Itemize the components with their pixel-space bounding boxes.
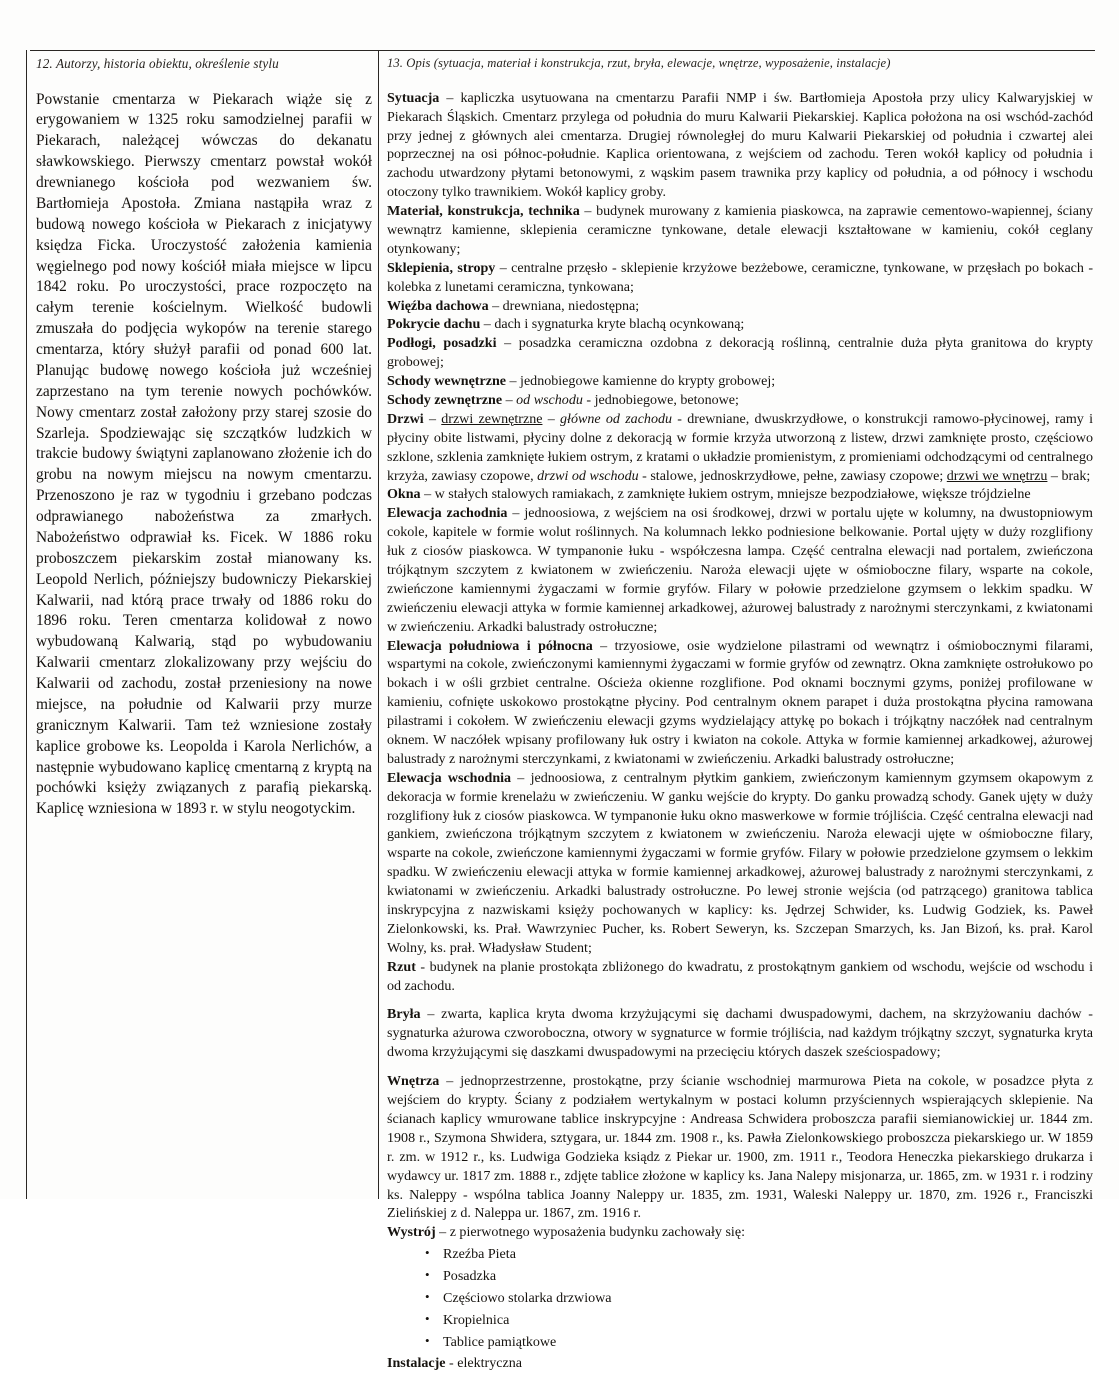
section-label-instalacje: Instalacje	[387, 1355, 446, 1372]
section-text-schody-wewnetrzne: – jednobiegowe kamienne do krypty grobowej;	[506, 373, 776, 390]
section-label-sklepienia: Sklepienia, stropy	[387, 259, 496, 276]
section-label-podlogi: Podłogi, posadzki	[387, 335, 497, 352]
section-wiezba	[387, 297, 1093, 316]
section-sklepienia	[387, 259, 1093, 297]
list-item: • Posadzka	[443, 1266, 1093, 1288]
section-label-wnetrza: Wnętrza	[387, 1073, 440, 1090]
field-12-cell	[36, 56, 372, 820]
field-13-header: 13. Opis (sytuacja, materiał i konstrukcja, rzut, bryła, elewacje, wnętrze, wyposażenie, instalacje)	[387, 56, 891, 70]
section-label-rzut: Rzut	[387, 958, 416, 975]
section-dash2-drzwi: –	[542, 410, 561, 427]
section-label-material: Materiał, konstrukcja, technika	[387, 203, 580, 220]
section-podlogi	[387, 334, 1093, 372]
section-text-wnetrza: – jednoprzestrzenne, prostokątne, przy ścianie wschodniej marmurowa Pieta na cokole, w posadzce płyta z wejściem do krypty. Ściany z podziałem wertykalnym w postaci kolumn przyściennych wspierających sklepienie. Na ścianach kaplicy wmurowane tablice inskrypcyjne : Andreasa Schwidera proboszcza parafii siemianowickiej ur. 1844 zm. 1908 r., Szymona Shwidera, sztygara, ur. 1844 zm. 1908 r., ks. Pawła Zielonkowskiego proboszcza piekarskiego ur. W 1859 r. zm. w 1912 r., ks. Ludwiga Godzieka ksiądz z Piekar ur. 1900, zm. 1911 r., Teodora Heneczka piekarskiego drukarza i wydawcy ur. 1817 zm. 1888 r., zdjęte tablice złożone w kaplicy ks. Jana Nalepy misjonarza, ur. 1865, zm. w 1931 r. i rodziny ks. Naleppy - wspólna tablica Joanny Naleppy ur. 1835, zm. 1931, Waleski Naleppy ur. 1870, zm. 1926 r., Franciszki Zielińskiej z d. Naleppa ur. 1867, zm. 1916 r.	[387, 1073, 1093, 1222]
wystroj-list	[387, 1244, 1093, 1354]
section-text-schody-zewnetrzne: - jednobiegowe, betonowe;	[582, 391, 739, 408]
section-label-elewacja-poludniowa-polnocna: Elewacja południowa i północna	[387, 637, 593, 654]
list-item: • Rzeźba Pieta	[443, 1244, 1093, 1266]
section-elewacja-poludniowa-polnocna	[387, 637, 1093, 769]
section-dash-drzwi: –	[423, 410, 442, 427]
section-sytuacja	[387, 89, 1093, 202]
section-schody-zewnetrzne	[387, 391, 1093, 410]
section-pokrycie	[387, 315, 1093, 334]
section-wnetrza	[387, 1072, 1093, 1223]
section-text-elewacja-wschodnia: – jednoosiowa, z centralnym płytkim gankiem, zwieńczonym kamiennym gzymsem okapowym z dekoracja w formie krenelażu w zwieńczeniu. W ganku wejście do krypty. Do ganku prowadzą schody. Ganek ujęty w duży rozglifiony łuk z ciosów piaskowca. W tympanonie łuku okno maswerkowe w formie trójliścia. Część centralna elewacji nad gankiem, zwieńczona trójkątnym szczytem z kwiatonem w zwieńczeniu. Naroża elewacji ujęte w ośmioboczne filary, wsparte na cokole, zwieńczone kamiennymi żygaczami w formie gryfów. Filary w połowie przedzielone gzymsem o lekkim spadku. W zwieńczeniu elewacji attyka w formie kamiennej arkadkowej, ażurowej balustrady z narożnymi sterczynkami, z kwiatonami w zwieńczeniu. Arkadki balustrady ostrołuczne. Po lewej stronie wejścia (od patrzącego) granitowa tablica inskrypcyjna z nazwiskami księży pochowanych w kaplicy: ks. Jędrzej Schwider, ks. Ludwig Godziek, ks. Paweł Zielonkowski, ks. Prał. Wawrzyniec Pucher, ks. Robert Seweryn, ks. Szczepan Smarzych, ks. Jan Bizoń, ks. prał. Karol Wolny, ks. prał. Władysław Student;	[387, 769, 1093, 956]
section-text-bryla: – zwarta, kaplica kryta dwoma krzyżującymi się dachami dwuspadowymi, dachem, na skrzyżowaniu dachów - sygnaturka ażurowa czworoboczna, otwory w sygnaturce w formie trójliścia, nad każdym trójkątny szczyt, sygnaturka kryta dwoma krzyżującymi się daszkami dwuspadowymi na przecięciu których daszek sześciospadowy;	[387, 1006, 1093, 1061]
section-text-elewacja-zachodnia: – jednoosiowa, z wejściem na osi środkowej, drzwi w portalu ujęte w kolumny, na dwustopniowym cokole, kapitele w formie wolut roślinnych. Na kolumnach lekko podniesione belkowanie. Portal ujęty w duży rozglifiony łuk z ciosów piaskowca. W tympanonie łuku - współczesna lampa. Część centralna elewacji nad portalem, zwieńczona trójkątnym szczytem z kwiatonem w zwieńczeniu. Naroża elewacji ujęte w ośmioboczne filary, wsparte na cokole, zwieńczone kamiennymi żygaczami w formie gryfów. Filary w połowie przedzielone gzymsem o lekkim spadku. W zwieńczeniu elewacji attyka w formie kamiennej arkadkowej, ażurowej balustrady z narożnymi sterczynkami, z kwiatonami w zwieńczeniu. Arkadki balustrady ostrołuczne;	[387, 505, 1093, 635]
section-text-pokrycie: – dach i sygnaturka kryte blachą ocynkowaną;	[480, 316, 745, 333]
section-label-wystroj: Wystrój	[387, 1224, 436, 1241]
section-text-rzut: - budynek na planie prostokąta zbliżonego do kwadratu, z prostokątnym gankiem od wschodu, wejście od wschodu i od zachodu.	[387, 958, 1093, 994]
list-item: • Tablice pamiątkowe	[443, 1332, 1093, 1354]
section-underline-drzwi-zewnetrzne: drzwi zewnętrzne	[441, 410, 543, 427]
section-label-bryla: Bryła	[387, 1006, 421, 1023]
section-text2-drzwi: - stalowe, jednoskrzydłowe, pełne, zawiasy czopowe;	[638, 467, 944, 484]
table-top-rule	[30, 50, 1095, 51]
table-column-divider	[378, 50, 379, 1199]
section-label-drzwi: Drzwi	[387, 410, 424, 427]
section-text-okna: – w stałych stalowych ramiakach, z zamknięte łukiem ostrym, mniejsze bezpodziałowe, większe trójdzielne	[420, 486, 1031, 503]
section-label-wiezba: Więźba dachowa	[387, 297, 489, 314]
list-item: • Częściowo stolarka drzwiowa	[443, 1288, 1093, 1310]
section-elewacja-zachodnia	[387, 504, 1093, 636]
section-text-instalacje: - elektryczna	[445, 1355, 522, 1372]
section-underline-drzwi-we-wnetrzu: drzwi we wnętrzu	[946, 467, 1048, 484]
field-12-header: 12. Autorzy, historia obiektu, określenie stylu	[36, 56, 279, 71]
section-label-sytuacja: Sytuacja	[387, 89, 440, 106]
section-elewacja-wschodnia	[387, 769, 1093, 958]
section-text-podlogi: – posadzka ceramiczna ozdobna z dekoracją roślinną, centralnie duża płyta granitowa do krypty grobowej;	[387, 335, 1093, 371]
section-label-schody-zewnetrzne: Schody zewnętrzne	[387, 391, 503, 408]
section-italic-glowne-od-zachodu: główne od zachodu	[560, 410, 673, 427]
section-italic-schody-zewnetrzne: od wschodu	[516, 391, 583, 408]
section-okna	[387, 485, 1093, 504]
section-label-elewacja-wschodnia: Elewacja wschodnia	[387, 769, 512, 786]
section-label-elewacja-zachodnia: Elewacja zachodnia	[387, 505, 508, 522]
field-12-body-text: Powstanie cmentarza w Piekarach wiąże się z erygowaniem w 1325 roku samodzielnej parafii w Piekarach, należącej wówczas do dekanatu sławkowskiego. Pierwszy cmentarz powstał wokół drewnianego kościoła pod wezwaniem św. Bartłomieja Apostoła. Zmiana nastąpiła wraz z budową nowego kościoła w Piekarach z inicjatywy księdza Ficka. Uroczystość założenia kamienia węgielnego pod nowy kościół miała miejsce w lipcu 1842 roku. Po uroczystości, prace rozpoczęto na całym terenie kościelnym. Wielkość budowli zmuszała do podjęcia wykopów na terenie starego cmentarza, który służył parafii od ponad 600 lat. Planując budowę nowego kościoła już wcześniej zaprzestano na tym terenie nowych pochówków. Nowy cmentarz został założony przy starej szosie do Szarleja. Spodziewając się szczątków ludzkich w trakcie budowy świątyni zaplanowano złożenie ich do grobu na nowym miejscu na nowym cmentarzu. Przenoszono je raz w tygodniu i grzebano podczas odprawianego nabożeństwa za zmarłych. Nabożeństwo odprawiał ks. Ficek. W 1886 roku proboszczem piekarskim został mianowany ks. Leopold Nerlich, późniejszy budowniczy Piekarskiej Kalwarii, nad którą prace trwały od 1886 roku do 1896 roku. Teren cmentarza kolidował z nowo wybudowaną Kalwarią, stąd po wybudowaniu Kalwarii cmentarz zlokalizowany przy wejściu do Kalwarii od zachodu, został przeniesiony na nowe miejsce, na południe od Kalwarii przy murze granicznym Kalwarii. Tam też wzniesione zostały kaplice grobowe ks. Leopolda i Karola Nerlichów, a następnie wybudowano kaplicę cmentarną z kryptą na pochówki księży związanych z parafią piekarską. Kaplicę wzniesiona w 1893 r. w stylu neogotyckim.	[36, 90, 372, 818]
section-material	[387, 202, 1093, 259]
section-text-material: – budynek murowany z kamienia piaskowca, na zaprawie cementowo-wapiennej, ściany wewnątrz kamienne, sklepienia ceramiczne tynkowane, detale elewacji kształtowane w kamieniu, cokół ceglany otynkowany;	[387, 203, 1093, 257]
section-italic-drzwi-od-wschodu: drzwi od wschodu	[537, 467, 639, 484]
section-dash-schody-zewnetrzne: –	[502, 391, 517, 408]
section-text-sklepienia: – centralne przęsło - sklepienie krzyżowe bezżebowe, ceramiczne, tynkowane, w przęsłach po bokach - kolebka z lunetami ceramiczna, tynkowana;	[387, 259, 1093, 295]
section-label-okna: Okna	[387, 486, 421, 503]
section-bryla	[387, 1005, 1093, 1062]
section-text1-drzwi: - drewniane, dwuskrzydłowe, o konstrukcji ramowo-płycinowej, ramy i płyciny obite listwami, płyciny dolne z dekoracją w formie krzyża utworzoną z listew, drzwi zamknięte prosto, częściowo szklone, szklenia zamknięte łukiem ostrym, z kratami o układzie promienistym, z promieniami odchodzącymi od centralnego krzyża, zawiasy czopowe,	[387, 410, 1093, 484]
field-13-body	[387, 89, 1093, 1373]
section-rzut	[387, 958, 1093, 996]
section-label-pokrycie: Pokrycie dachu	[387, 316, 481, 333]
list-item: • Kropielnica	[443, 1310, 1093, 1332]
field-13-cell	[387, 56, 1093, 1373]
section-schody-wewnetrzne	[387, 372, 1093, 391]
section-wystroj	[387, 1223, 1093, 1242]
section-text-sytuacja: – kapliczka usytuowana na cmentarzu Parafii NMP i św. Bartłomieja Apostoła przy ulicy Kalwaryjskiej w Piekarach Śląskich. Cmentarz przylega od południa do muru Kalwarii Piekarskiej. Kaplica położona na osi wschód-zachód przy jednej z głównych alei cmentarza. Drugiej równoległej do muru Kalwarii Piekarskiej od południa i czwartej alei poprzecznej na osi północ-południe. Kaplica orientowana, z wejściem od zachodu. Teren wokół kaplicy od południa i zachodu utwardzony płytami betonowymi, z wąskim pasem trawnika przy kaplicy od południa, a od północy i wschodu otoczony tylko trawnikiem. Wokół kaplicy groby.	[387, 89, 1093, 201]
section-text-wiezba: – drewniana, niedostępna;	[488, 297, 640, 314]
section-drzwi	[387, 410, 1093, 486]
section-text3-drzwi: – brak;	[1047, 467, 1091, 484]
section-text-elewacja-poludniowa-polnocna: – trzyosiowe, osie wydzielone pilastrami od wewnątrz i ośmiobocznymi filarami, wspartymi na cokole, zwieńczonymi kamiennymi żygaczami w formie gryfów od zewnątrz. Okna zamknięte ostrołukowo po bokach i w ośli grzbiet centralne. Ościeża okienne rozglifione. Pod oknami bocznymi gzyms, poniżej profilowane w kamieniu, cofnięte uskokowo prostokątne płyciny. Pod centralnym oknem parapet i duża prostokątna płycina ramowana pilastrami i cokołem. W zwieńczeniu elewacji gzyms wydzielający attykę po bokach i trójkątny naczółek nad centralnym oknem. W naczółek wpisany profilowany łuk ostry i kwiaton na cokole. Attyka w formie kamiennej arkadkowej, ażurowej balustrady z narożnymi sterczynkami, z kwiatonami w zwieńczeniu. Arkadki balustrady ostrołuczne;	[387, 637, 1093, 767]
section-text-wystroj: – z pierwotnego wyposażenia budynku zachowały się:	[435, 1224, 745, 1241]
section-label-schody-wewnetrzne: Schody wewnętrzne	[387, 373, 506, 390]
table-left-border	[26, 50, 27, 1199]
section-instalacje	[387, 1354, 1093, 1373]
